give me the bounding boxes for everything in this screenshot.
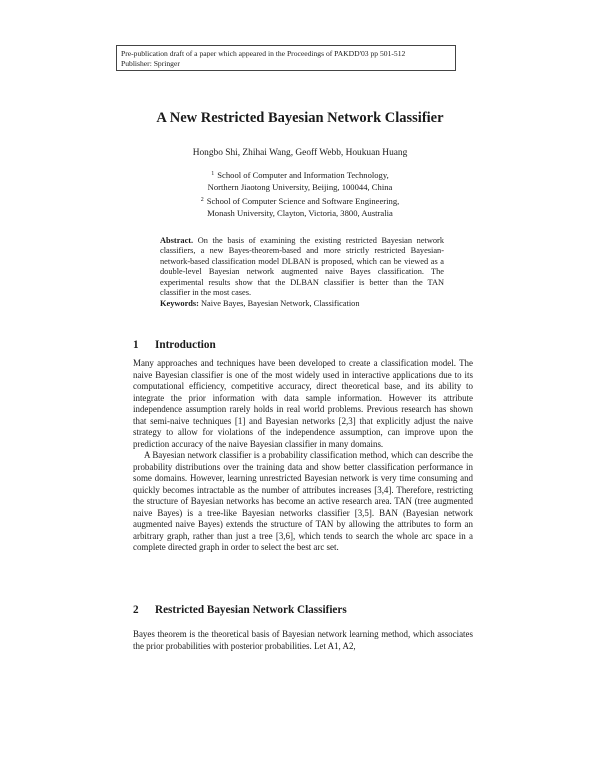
keywords-line <box>160 299 444 309</box>
affiliation-mark-1: 1 <box>211 171 215 177</box>
keywords-text: Naive Bayes, Bayesian Network, Classification <box>201 298 360 308</box>
affiliation-1-line-1: School of Computer and Information Technology, <box>217 170 389 180</box>
affiliation-1 <box>0 168 600 194</box>
section-heading-2 <box>133 604 347 616</box>
affiliation-mark-2: 2 <box>200 196 204 203</box>
paragraph-2: A Bayesian network classifier is a probability classification method, which can describe the probability distributions over the training data and show better classification performance in some domains. However, learning unrestricted Bayesian network is very time consuming and quickly becomes intractable as the number of attributes increases [3,4]. Therefore, restricting the structure of Bayesian networks has become an active research area. TAN (tree augmented naive Bayes) is a tree-like Bayesian networks classifier [3,5]. BAN (Bayesian network augmented naive Bayes) extends the structure of TAN by allowing the attributes to form an arbitrary graph, rather than just a tree [3,6], which tends to search the whole arc space in a complete directed graph in order to select the best arc set. <box>133 450 473 552</box>
publication-note-line-2: Publisher: Springer <box>121 59 180 68</box>
publication-note-box <box>116 45 456 71</box>
section-number-1: 1 <box>133 339 139 351</box>
affiliation-2-line-1: School of Computer Science and Software Engineering, <box>206 195 400 206</box>
section-title-2: Restricted Bayesian Network Classifiers <box>155 604 347 616</box>
affiliation-2-line-2: Monash University, Clayton, Victoria, 3800, Australia <box>207 208 393 219</box>
author-list: Hongbo Shi, Zhihai Wang, Geoff Webb, Houkuan Huang <box>192 148 408 158</box>
abstract-text: On the basis of examining the existing restricted Bayesian network classifiers, a new Bayes-theorem-based and more strictly restricted Bayesian-network-based classification model DLBAN is proposed, which can be viewed as a double-level Bayesian network augmented naive Bayes classification. The experimental results show that the DLBAN classifier is better than the TAN classifier in the most cases. <box>160 236 444 298</box>
affiliation-2 <box>0 194 600 220</box>
keywords-label: Keywords: <box>160 298 199 308</box>
section-heading-1 <box>133 339 216 351</box>
paragraph-3: Bayes theorem is the theoretical basis of Bayesian network learning method, which associates the prior probabilities with posterior probabilities. Let A1, A2, <box>133 629 473 651</box>
section-1-body <box>133 358 473 554</box>
publication-note-line-1: Pre-publication draft of a paper which appeared in the Proceedings of PAKDD'03 pp 501-512 <box>121 49 406 58</box>
affiliations <box>0 168 600 220</box>
affiliation-1-line-2: Northern Jiaotong University, Beijing, 100044, China <box>207 182 393 193</box>
paragraph-1: Many approaches and techniques have been developed to create a classification model. The naive Bayesian classifier is one of the most widely used in interactive applications due to its computational efficiency, competitive accuracy, direct theoretical base, and its ability to integrate the prior information with data sample information. However its attribute independence assumption rarely holds in real world problems. Previous research has shown that semi-naive techniques [1] and Bayesian networks [2,3] that explicitly adjust the naive strategy to allow for violations of the independence assumption, can improve upon the prediction accuracy of the naive Bayesian classifier in many domains. <box>133 358 473 449</box>
abstract-label: Abstract. <box>160 236 194 245</box>
section-title-1: Introduction <box>155 339 216 351</box>
section-number-2: 2 <box>133 604 139 616</box>
abstract-block <box>160 236 444 309</box>
paper-title: A New Restricted Bayesian Network Classifier <box>156 110 444 126</box>
section-2-body <box>133 629 473 652</box>
